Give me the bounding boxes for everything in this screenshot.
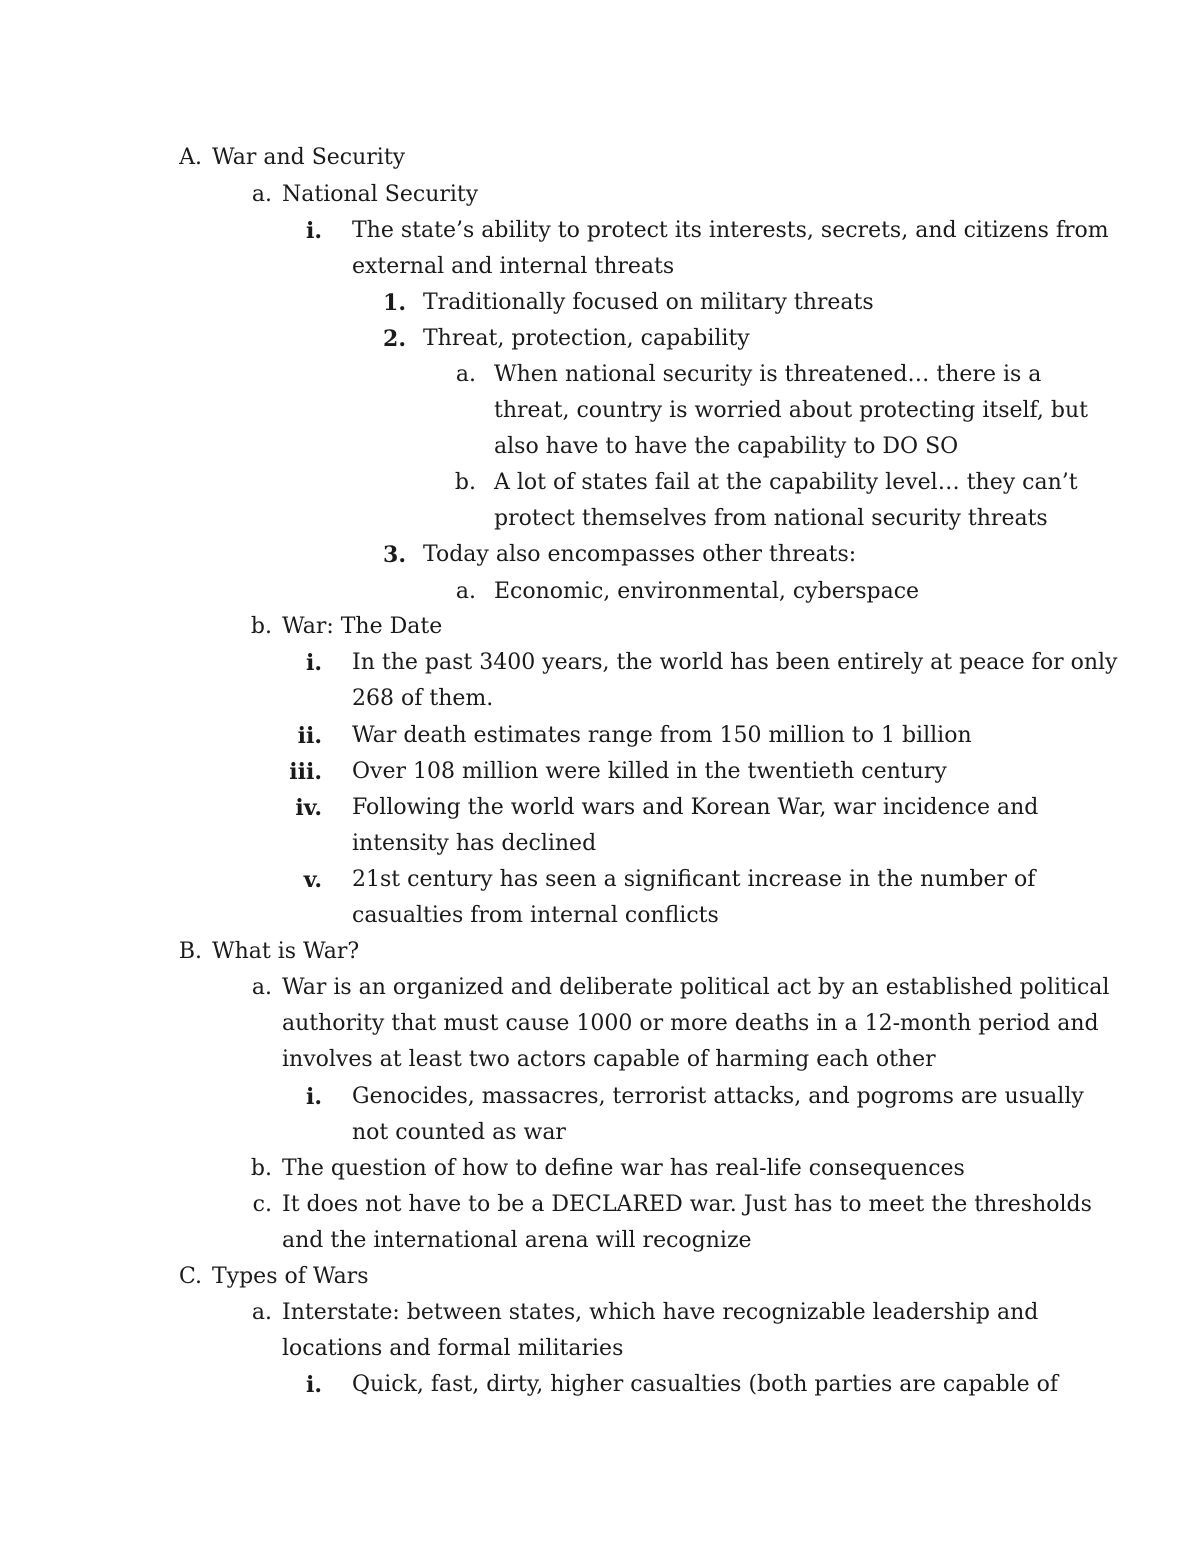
outline-item: A lot of states fail at the capability level… they can’t (494, 470, 1078, 495)
outline-item: Economic, environmental, cyberspace (494, 579, 920, 604)
outline-item: Threat, protection, capability (423, 326, 750, 351)
outline-item: War death estimates range from 150 million to 1 billion (352, 723, 972, 748)
outline-marker: a. (251, 182, 272, 207)
outline-marker: a. (455, 362, 476, 387)
outline-item: authority that must cause 1000 or more deaths in a 12-month period and (282, 1011, 1099, 1036)
outline-item: external and internal threats (352, 254, 675, 279)
outline-marker: i. (305, 650, 322, 676)
outline-item: 268 of them. (352, 686, 494, 711)
outline-marker: a. (251, 975, 272, 1000)
outline-item: War is an organized and deliberate political act by an established political (282, 975, 1110, 1000)
outline-item: Following the world wars and Korean War, war incidence and (352, 795, 1039, 820)
outline-item: War: The Date (282, 614, 443, 639)
outline-item: National Security (282, 182, 479, 207)
outline-heading: Types of Wars (212, 1264, 369, 1289)
outline-item: not counted as war (352, 1120, 566, 1145)
outline-marker: iii. (289, 759, 322, 785)
outline-item: casualties from internal conflicts (352, 903, 719, 928)
outline-marker: A. (179, 145, 202, 170)
outline-marker: i. (305, 1372, 322, 1398)
outline-item: The state’s ability to protect its interests, secrets, and citizens from (352, 218, 1109, 243)
outline-item: In the past 3400 years, the world has been entirely at peace for only (352, 650, 1118, 675)
outline-marker: i. (305, 1084, 322, 1110)
outline-item: and the international arena will recognize (282, 1228, 752, 1253)
outline-marker: ii. (297, 723, 322, 749)
outline-marker: 1. (383, 290, 406, 316)
outline-item: Over 108 million were killed in the twentieth century (352, 759, 947, 784)
outline-marker: c. (252, 1192, 272, 1217)
outline-item: protect themselves from national security threats (494, 506, 1048, 531)
outline-item: Today also encompasses other threats: (423, 542, 857, 567)
outline-item: Quick, fast, dirty, higher casualties (both parties are capable of (352, 1372, 1059, 1397)
outline-item: Interstate: between states, which have recognizable leadership and (282, 1300, 1039, 1325)
outline-heading: What is War? (212, 939, 360, 964)
outline-item: also have to have the capability to DO SO (494, 434, 959, 459)
outline-item: Genocides, massacres, terrorist attacks, and pogroms are usually (352, 1084, 1084, 1109)
outline-marker: b. (250, 1156, 272, 1181)
outline-item: involves at least two actors capable of harming each other (282, 1047, 936, 1072)
outline-marker: a. (455, 579, 476, 604)
outline-item: When national security is threatened… there is a (494, 362, 1042, 387)
outline-item: Traditionally focused on military threats (423, 290, 874, 315)
outline-marker: i. (305, 218, 322, 244)
outline-item: intensity has declined (352, 831, 597, 856)
outline-marker: b. (250, 614, 272, 639)
outline-heading: War and Security (212, 145, 406, 170)
outline-marker: a. (251, 1300, 272, 1325)
outline-marker: 3. (383, 542, 406, 568)
outline-marker: iv. (295, 795, 322, 821)
outline-item: It does not have to be a DECLARED war. Just has to meet the thresholds (282, 1192, 1092, 1217)
outline-item: 21st century has seen a significant increase in the number of (352, 867, 1036, 892)
outline-marker: B. (178, 939, 202, 964)
outline-marker: v. (303, 867, 322, 893)
outline-marker: 2. (383, 326, 406, 352)
outline-item: threat, country is worried about protecting itself, but (494, 398, 1088, 423)
outline-marker: b. (454, 470, 476, 495)
outline-marker: C. (178, 1264, 202, 1289)
outline-item: locations and formal militaries (282, 1336, 624, 1361)
outline-item: The question of how to define war has real-life consequences (282, 1156, 965, 1181)
